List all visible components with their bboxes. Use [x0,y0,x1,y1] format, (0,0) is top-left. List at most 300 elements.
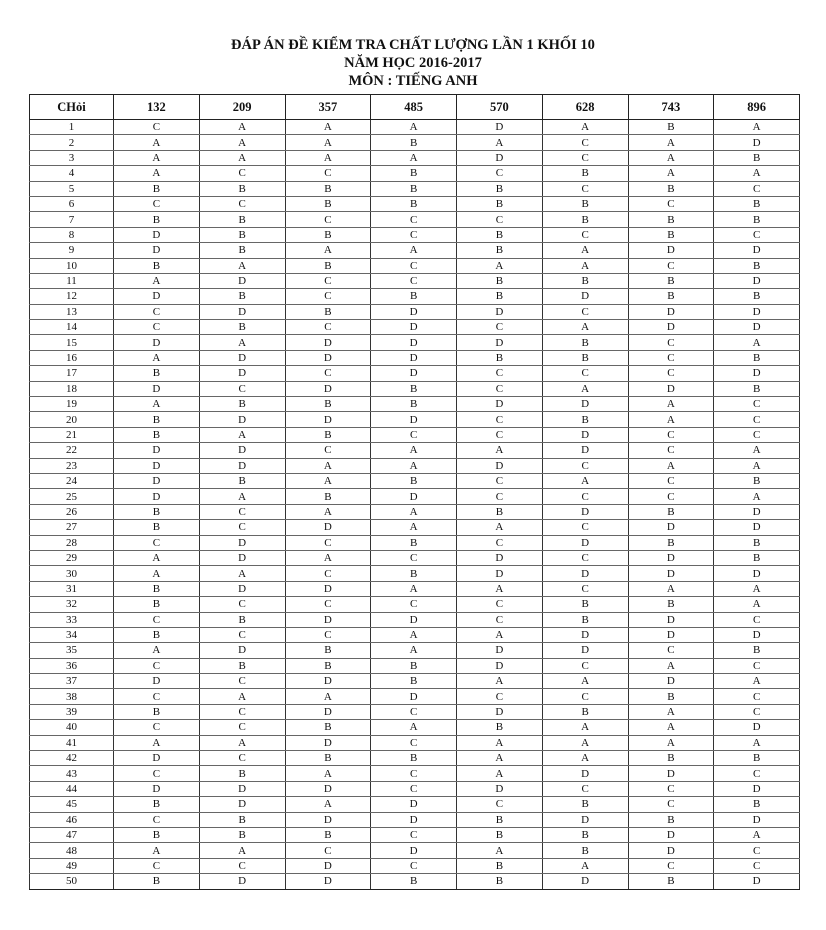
question-number-cell: 15 [30,335,114,350]
answer-cell: B [628,181,714,196]
answer-cell: A [199,135,285,150]
answer-cell: D [371,335,457,350]
answer-cell: B [199,289,285,304]
answer-cell: B [371,874,457,889]
answer-cell: C [371,827,457,842]
answer-cell: B [457,874,543,889]
answer-cell: D [199,643,285,658]
answer-cell: C [285,843,371,858]
answer-cell: D [457,550,543,565]
answer-cell: D [542,643,628,658]
answer-cell: C [285,566,371,581]
table-row [30,827,800,842]
answer-cell: A [199,150,285,165]
answer-cell: D [628,320,714,335]
table-row [30,166,800,181]
answer-cell: D [371,366,457,381]
answer-cell: C [114,612,200,627]
answer-cell: A [371,120,457,135]
answer-cell: B [285,304,371,319]
answer-cell: C [714,766,800,781]
answer-cell: A [628,150,714,165]
answer-cell: B [542,273,628,288]
table-row [30,874,800,889]
answer-cell: C [714,397,800,412]
answer-cell: B [542,196,628,211]
answer-cell: B [114,520,200,535]
answer-cell: B [371,751,457,766]
answer-cell: A [285,135,371,150]
answer-cell: D [628,520,714,535]
answer-cell: D [371,304,457,319]
answer-cell: D [628,674,714,689]
answer-cell: A [371,581,457,596]
table-row [30,581,800,596]
table-row [30,627,800,642]
answer-cell: B [285,658,371,673]
answer-cell: B [714,550,800,565]
answer-cell: C [114,535,200,550]
answer-cell: B [714,535,800,550]
answer-cell: B [285,643,371,658]
answer-cell: D [114,381,200,396]
question-number-cell: 49 [30,858,114,873]
answer-cell: A [114,843,200,858]
answer-cell: B [114,874,200,889]
answer-cell: B [114,366,200,381]
answer-cell: D [714,304,800,319]
answer-cell: B [114,627,200,642]
answer-cell: C [542,689,628,704]
column-header-question: CHỏi [30,95,114,120]
answer-cell: C [199,520,285,535]
question-number-cell: 11 [30,273,114,288]
answer-cell: C [542,135,628,150]
table-row [30,289,800,304]
question-number-cell: 26 [30,504,114,519]
table-row [30,689,800,704]
answer-cell: C [371,704,457,719]
answer-cell: C [457,427,543,442]
answer-cell: B [457,181,543,196]
answer-cell: C [457,797,543,812]
answer-cell: B [371,166,457,181]
table-row [30,458,800,473]
answer-cell: C [457,689,543,704]
answer-cell: A [457,258,543,273]
answer-cell: B [542,597,628,612]
answer-cell: A [199,489,285,504]
answer-cell: B [714,289,800,304]
answer-cell: B [628,212,714,227]
answer-cell: A [285,473,371,488]
answer-cell: A [285,766,371,781]
question-number-cell: 6 [30,196,114,211]
answer-cell: A [628,658,714,673]
answer-cell: B [285,751,371,766]
answer-cell: A [199,735,285,750]
answer-cell: B [199,812,285,827]
answer-cell: B [628,689,714,704]
answer-cell: B [457,858,543,873]
answer-cell: B [457,273,543,288]
table-row [30,135,800,150]
answer-cell: C [628,473,714,488]
answer-cell: B [457,504,543,519]
answer-cell: B [199,766,285,781]
answer-cell: D [542,812,628,827]
answer-cell: C [628,781,714,796]
answer-cell: D [542,874,628,889]
table-row [30,304,800,319]
answer-cell: A [199,843,285,858]
answer-cell: B [542,412,628,427]
question-number-cell: 45 [30,797,114,812]
answer-cell: D [714,720,800,735]
answer-cell: D [542,535,628,550]
answer-cell: B [457,720,543,735]
answer-cell: A [199,258,285,273]
document-title: ĐÁP ÁN ĐỀ KIỂM TRA CHẤT LƯỢNG LẦN 1 KHỐI 10 [231,37,595,53]
column-header-code: 485 [371,95,457,120]
answer-cell: A [542,120,628,135]
answer-cell: B [114,412,200,427]
answer-cell: C [371,212,457,227]
answer-cell: A [457,443,543,458]
answer-cell: D [542,766,628,781]
answer-cell: B [628,273,714,288]
answer-cell: B [114,258,200,273]
table-row [30,335,800,350]
answer-cell: C [199,704,285,719]
answer-cell: D [199,273,285,288]
answer-cell: C [285,627,371,642]
answer-cell: D [371,812,457,827]
answer-cell: C [199,720,285,735]
answer-cell: A [714,458,800,473]
answer-cell: B [371,566,457,581]
answer-cell: B [628,751,714,766]
answer-cell: C [371,550,457,565]
question-number-cell: 46 [30,812,114,827]
answer-cell: A [628,704,714,719]
answer-cell: B [714,473,800,488]
answer-cell: B [114,181,200,196]
question-number-cell: 43 [30,766,114,781]
table-row [30,781,800,796]
question-number-cell: 18 [30,381,114,396]
question-number-cell: 3 [30,150,114,165]
answer-key-table [29,94,800,890]
answer-cell: B [542,704,628,719]
answer-cell: C [371,766,457,781]
answer-cell: A [114,643,200,658]
answer-cell: D [199,581,285,596]
table-row [30,212,800,227]
answer-cell: D [371,320,457,335]
question-number-cell: 2 [30,135,114,150]
answer-cell: B [457,289,543,304]
answer-cell: D [285,812,371,827]
answer-cell: D [714,320,800,335]
answer-cell: C [714,612,800,627]
table-row [30,258,800,273]
answer-cell: D [542,397,628,412]
answer-cell: A [457,135,543,150]
answer-cell: D [628,766,714,781]
answer-cell: A [114,273,200,288]
answer-cell: B [714,196,800,211]
answer-cell: D [628,843,714,858]
answer-cell: D [628,304,714,319]
answer-cell: A [114,735,200,750]
answer-cell: B [714,643,800,658]
question-number-cell: 17 [30,366,114,381]
answer-cell: A [628,458,714,473]
answer-cell: A [542,858,628,873]
answer-cell: B [199,227,285,242]
table-header-row [30,95,800,120]
answer-cell: D [714,273,800,288]
answer-cell: D [199,458,285,473]
answer-cell: A [628,581,714,596]
answer-cell: D [285,612,371,627]
answer-cell: C [542,304,628,319]
answer-cell: B [371,658,457,673]
question-number-cell: 41 [30,735,114,750]
answer-cell: D [199,797,285,812]
answer-cell: A [628,166,714,181]
answer-cell: D [114,751,200,766]
answer-cell: C [285,366,371,381]
answer-cell: B [457,243,543,258]
table-row [30,273,800,288]
answer-cell: D [285,581,371,596]
question-number-cell: 42 [30,751,114,766]
answer-cell: D [199,304,285,319]
answer-cell: C [199,166,285,181]
answer-cell: A [285,150,371,165]
answer-cell: B [457,350,543,365]
answer-cell: B [628,120,714,135]
school-year: NĂM HỌC 2016-2017 [344,55,482,71]
column-header-code: 357 [285,95,371,120]
question-number-cell: 37 [30,674,114,689]
answer-cell: B [457,827,543,842]
table-row [30,566,800,581]
question-number-cell: 1 [30,120,114,135]
answer-cell: D [714,812,800,827]
answer-cell: B [114,427,200,442]
answer-cell: C [542,520,628,535]
answer-cell: C [114,196,200,211]
answer-cell: C [371,258,457,273]
answer-cell: C [714,658,800,673]
answer-cell: D [199,535,285,550]
table-row [30,350,800,365]
answer-cell: C [114,858,200,873]
answer-cell: C [628,427,714,442]
answer-cell: B [714,350,800,365]
answer-cell: B [542,797,628,812]
answer-cell: C [714,858,800,873]
answer-cell: C [542,489,628,504]
answer-cell: A [285,458,371,473]
answer-cell: D [457,304,543,319]
answer-cell: B [542,350,628,365]
answer-cell: C [714,843,800,858]
answer-cell: D [285,704,371,719]
table-row [30,520,800,535]
answer-cell: B [114,797,200,812]
answer-cell: A [114,150,200,165]
answer-cell: C [114,304,200,319]
answer-cell: B [199,243,285,258]
answer-cell: A [542,720,628,735]
table-row [30,473,800,488]
answer-cell: D [714,520,800,535]
answer-cell: C [457,473,543,488]
answer-cell: D [114,243,200,258]
answer-cell: C [371,273,457,288]
answer-cell: D [714,874,800,889]
table-row [30,320,800,335]
answer-cell: D [714,243,800,258]
answer-cell: D [371,489,457,504]
answer-cell: A [285,550,371,565]
answer-cell: D [714,566,800,581]
table-row [30,227,800,242]
table-row [30,797,800,812]
answer-cell: D [457,781,543,796]
answer-cell: D [114,674,200,689]
answer-cell: C [285,212,371,227]
answer-cell: A [285,689,371,704]
answer-cell: D [542,427,628,442]
answer-cell: C [457,366,543,381]
answer-cell: D [199,350,285,365]
answer-cell: C [371,427,457,442]
answer-cell: C [457,412,543,427]
column-header-code: 743 [628,95,714,120]
answer-cell: D [457,458,543,473]
question-number-cell: 5 [30,181,114,196]
question-number-cell: 44 [30,781,114,796]
answer-cell: D [114,289,200,304]
answer-cell: B [457,812,543,827]
answer-cell: B [371,473,457,488]
answer-cell: B [371,289,457,304]
answer-cell: D [371,689,457,704]
answer-cell: D [371,612,457,627]
answer-cell: D [285,520,371,535]
answer-cell: C [628,858,714,873]
question-number-cell: 10 [30,258,114,273]
table-row [30,196,800,211]
answer-cell: D [542,289,628,304]
answer-cell: B [199,320,285,335]
question-number-cell: 4 [30,166,114,181]
table-row [30,658,800,673]
answer-cell: A [199,120,285,135]
answer-cell: A [371,504,457,519]
answer-cell: C [628,335,714,350]
answer-cell: C [542,550,628,565]
answer-cell: C [542,581,628,596]
table-row [30,489,800,504]
answer-cell: B [628,227,714,242]
answer-cell: B [285,181,371,196]
answer-cell: C [199,597,285,612]
answer-cell: D [199,412,285,427]
answer-cell: A [714,489,800,504]
answer-cell: B [714,797,800,812]
answer-cell: C [285,443,371,458]
answer-cell: D [285,412,371,427]
answer-cell: A [199,335,285,350]
question-number-cell: 25 [30,489,114,504]
answer-cell: C [114,320,200,335]
question-number-cell: 16 [30,350,114,365]
answer-cell: A [714,335,800,350]
answer-cell: B [457,196,543,211]
question-number-cell: 31 [30,581,114,596]
answer-cell: A [199,689,285,704]
answer-cell: C [628,643,714,658]
answer-cell: C [457,535,543,550]
answer-cell: B [199,827,285,842]
answer-cell: B [371,196,457,211]
answer-cell: B [542,827,628,842]
table-row [30,550,800,565]
answer-cell: A [542,473,628,488]
answer-cell: C [285,166,371,181]
answer-cell: C [542,181,628,196]
answer-cell: D [114,489,200,504]
answer-cell: C [628,489,714,504]
answer-cell: B [628,535,714,550]
answer-cell: D [371,412,457,427]
answer-cell: B [199,212,285,227]
answer-cell: B [199,181,285,196]
table-row [30,427,800,442]
answer-cell: C [714,704,800,719]
answer-cell: D [457,397,543,412]
answer-cell: C [285,535,371,550]
answer-cell: D [285,735,371,750]
answer-cell: B [542,843,628,858]
question-number-cell: 27 [30,520,114,535]
answer-cell: A [114,550,200,565]
answer-cell: A [371,643,457,658]
answer-cell: D [457,335,543,350]
answer-cell: B [371,397,457,412]
answer-cell: C [457,212,543,227]
answer-cell: C [628,196,714,211]
answer-cell: A [628,397,714,412]
answer-cell: A [371,443,457,458]
answer-cell: A [114,135,200,150]
answer-cell: C [199,858,285,873]
answer-cell: C [714,181,800,196]
table-row [30,812,800,827]
answer-cell: C [542,150,628,165]
question-number-cell: 47 [30,827,114,842]
answer-cell: C [542,781,628,796]
answer-cell: D [714,135,800,150]
answer-cell: B [114,581,200,596]
answer-cell: A [542,243,628,258]
